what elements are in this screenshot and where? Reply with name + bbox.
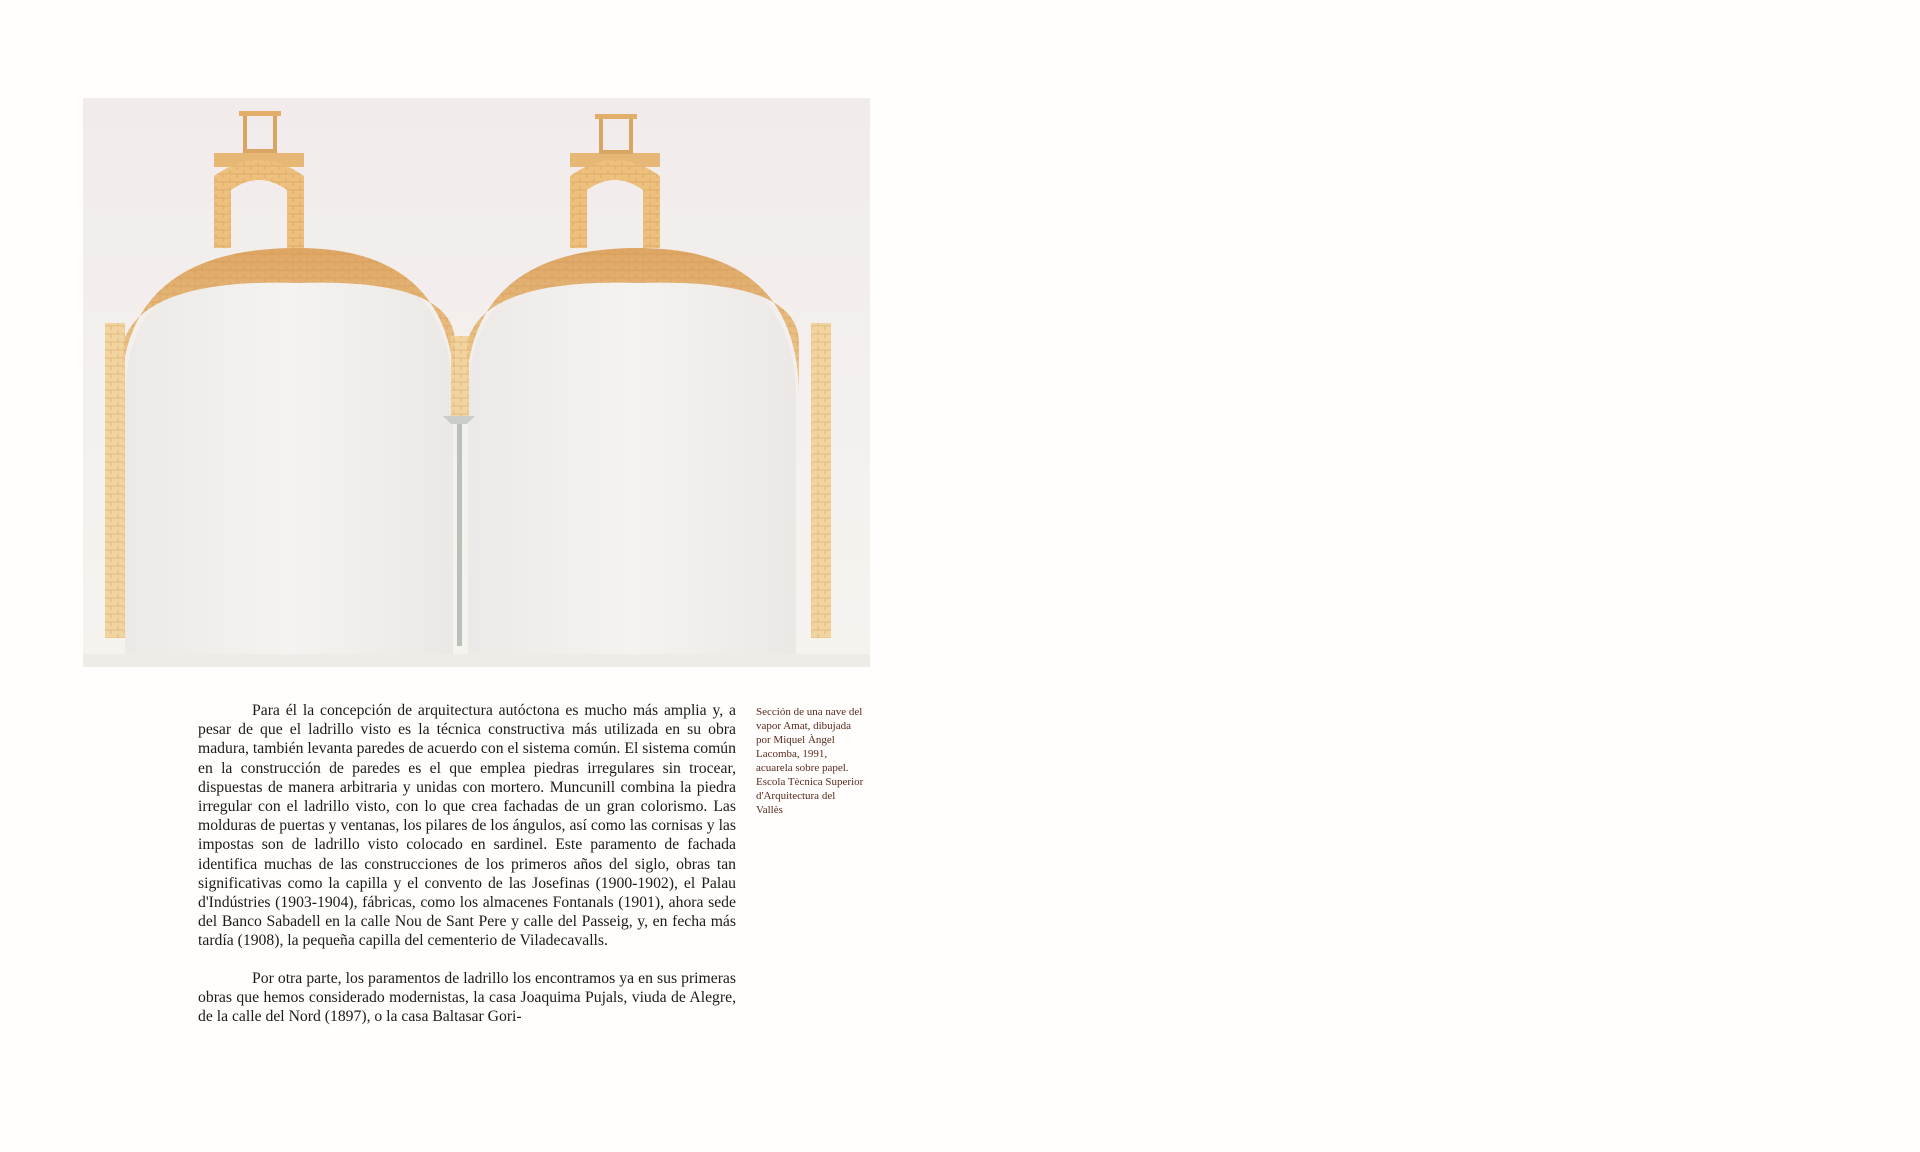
body-paragraph-2: Por otra parte, los paramentos de ladrillo los encontramos ya en sus primeras obras que hemos considerado modernistas, la casa Joaquima Pujals, viuda de Alegre, de la calle del Nord (1897), o la casa Baltasar Gori- <box>198 969 736 1026</box>
main-text-column <box>198 701 736 1044</box>
body-paragraph-1: Para él la concepción de arquitectura autóctona es mucho más amplia y, a pesar de que el ladrillo visto es la técnica constructiva más utilizada en su obra madura, también levanta paredes de acuerdo con el sistema común. El sistema común en la construcción de paredes es el que emplea piedras irregulares sin trocear, dispuestas de manera arbitraria y unidas con mortero. Muncunill combina la piedra irregular con el ladrillo visto, con lo que crea fachadas de un gran colorismo. Las molduras de puertas y ventanas, los pilares de los ángulos, así como las cornisas y las impostas son de ladrillo visto colocado en sardinel. Este paramento de fachada identifica muchas de las construcciones de los primeros años del siglo, obras tan significativas como la capilla y el convento de las Josefinas (1900-1902), el Palau d'Indústries (1903-1904), fábricas, como los almacenes Fontanals (1901), ahora sede del Banco Sabadell en la calle Nou de Sant Pere y calle del Passeig, y, en fecha más tardía (1908), la pequeña capilla del cementerio de Viladecavalls. <box>198 702 736 950</box>
figure-caption: Sección de una nave del vapor Amat, dibujada por Miquel Àngel Lacomba, 1991, acuarela sobre papel. Escola Tècnica Superior d'Arquitectura del Vallès <box>756 706 864 816</box>
vault-section-illustration <box>83 98 870 667</box>
